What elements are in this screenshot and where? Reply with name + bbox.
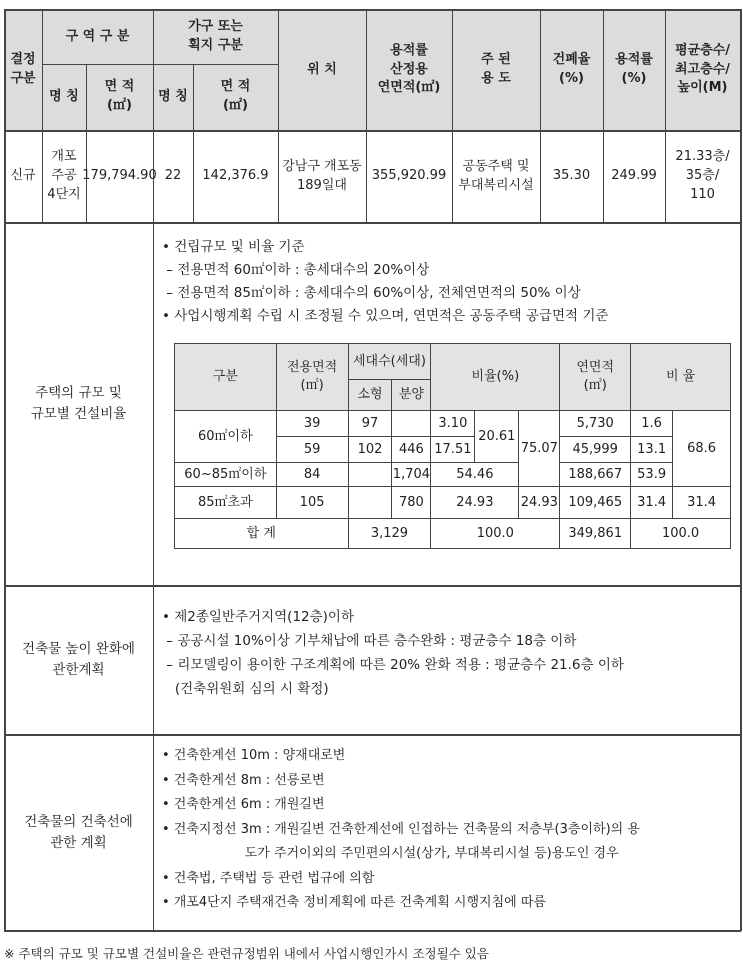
- cell-total-ratio2: 100.0: [631, 519, 731, 549]
- header-use: 주 된 용 도: [481, 52, 511, 86]
- cell-g-p3: 75.07: [519, 411, 560, 487]
- row-location: 강남구 개포동 189일대: [282, 158, 362, 193]
- cell-r4-floor: 109,465: [560, 487, 631, 519]
- footnote: ※ 주택의 규모 및 규모별 건설비율은 관련규정범위 내에서 사업시행인가시 조정될수 있음: [4, 946, 489, 961]
- height-line-1: • 제2종일반주거지역(12층)이하: [162, 609, 355, 625]
- row-use: 공동주택 및 부대복리시설: [458, 158, 534, 193]
- header-block-name: 명 칭: [158, 88, 188, 104]
- header-zone: 구 역 구 분: [65, 28, 130, 44]
- th-gubun: 구분: [175, 344, 277, 411]
- row-block-name: 22: [164, 168, 182, 184]
- housing-bullets: [162, 236, 608, 328]
- housing-bullet-1: • 건립규모 및 비율 기준: [162, 239, 305, 255]
- housing-bullet-2: – 전용면적 60㎡이하 : 총세대수의 20%이상: [162, 262, 430, 278]
- row-far-area: 355,920.99: [371, 168, 447, 184]
- th-floor-area: 연면적 (㎡): [560, 344, 631, 411]
- cell-r1-area: 39: [276, 411, 348, 437]
- cell-r2-q1: 13.1: [631, 437, 673, 463]
- cell-r2-floor: 45,999: [560, 437, 631, 463]
- cell-r1-p1: 3.10: [431, 411, 475, 437]
- cell-r4-p: 24.93: [431, 487, 519, 519]
- height-line-4: (건축위원회 심의 시 확정): [162, 681, 329, 697]
- cell-r4-q1: 31.4: [631, 487, 673, 519]
- cell-r4-gubun: 85㎡초과: [175, 487, 277, 519]
- th-small: 소형: [348, 380, 392, 411]
- row-block-area: 142,376.9: [202, 168, 269, 184]
- cell-g60: 60㎡이하: [175, 411, 277, 463]
- header-zone-area: 면 적 (㎡): [104, 79, 135, 113]
- building-line-7: • 개포4단지 주택재건축 정비계획에 따른 건축계획 시행지침에 따름: [162, 895, 546, 910]
- cell-r1-q1: 1.6: [631, 411, 673, 437]
- cell-r1-floor: 5,730: [560, 411, 631, 437]
- cell-r3-sale: 1,704: [392, 463, 431, 487]
- cell-r4-area: 105: [276, 487, 348, 519]
- cell-r3-gubun: 60~85㎡이하: [175, 463, 277, 487]
- row-bcr: 35.30: [552, 168, 591, 184]
- height-lines: [162, 605, 624, 701]
- cell-r3-p: 54.46: [431, 463, 519, 487]
- cell-r4-small: [348, 487, 392, 519]
- cell-g-q2: 68.6: [673, 411, 731, 487]
- row-decision: 신규: [10, 168, 36, 184]
- housing-label: 주택의 규모 및 규모별 건설비율: [30, 385, 127, 422]
- header-far-area: 용적률 산정용 연면적(㎡): [377, 42, 441, 96]
- housing-bullet-4: • 사업시행계획 수립 시 조정될 수 있으며, 연면적은 공동주택 공급면적 기준: [162, 308, 609, 324]
- building-line-6: • 건축법, 주택법 등 관련 법규에 의함: [162, 870, 375, 886]
- header-floors: 평균층수/ 최고층수/ 높이(M): [675, 42, 730, 96]
- th-sale: 분양: [392, 380, 431, 411]
- cell-r3-q1: 53.9: [631, 463, 673, 487]
- cell-total-ratio: 100.0: [431, 519, 560, 549]
- housing-ratio-table: [174, 343, 731, 549]
- building-line-lines: [162, 744, 640, 916]
- header-block: 가구 또는 획지 구분: [188, 19, 243, 53]
- cell-r2-p1: 17.51: [431, 437, 475, 463]
- cell-r3-small: [348, 463, 392, 487]
- row-floors: 21.33층/ 35층/ 110: [675, 149, 730, 202]
- height-label: 건축물 높이 완화에 관한계획: [22, 641, 135, 678]
- header-decision: 결정 구분: [10, 52, 36, 86]
- header-bcr: 건폐율 (%): [552, 52, 591, 86]
- cell-r4-q2: 31.4: [673, 487, 731, 519]
- housing-bullet-3: – 전용면적 85㎡이하 : 총세대수의 60%이상, 전체연면적의 50% 이상: [162, 285, 581, 301]
- header-zone-name: 명 칭: [49, 88, 79, 104]
- cell-r1-sale: [392, 411, 431, 437]
- building-line-2: • 건축한계선 8m : 선릉로변: [162, 772, 325, 788]
- cell-r4-sale: 780: [392, 487, 431, 519]
- row-zone-name: 개포 주공 4단지: [47, 149, 81, 202]
- row-zone-area: 179,794.90: [82, 168, 157, 184]
- header-block-area: 면 적 (㎡): [220, 79, 251, 113]
- header-far: 용적률 (%): [615, 52, 653, 86]
- th-area: 전용면적 (㎡): [276, 344, 348, 411]
- row-far: 249.99: [611, 168, 657, 184]
- building-line-1: • 건축한계선 10m : 양재대로변: [162, 748, 346, 763]
- th-ratio2: 비 율: [631, 344, 731, 411]
- building-line-3: • 건축한계선 6m : 개원길변: [162, 797, 325, 812]
- cell-r2-small: 102: [348, 437, 392, 463]
- cell-r4-p3: 24.93: [519, 487, 560, 519]
- building-line-5: 도가 주거이외의 주민편의시설(상가, 부대복리시설 등)용도인 경우: [162, 846, 619, 861]
- building-line-4: • 건축지정선 3m : 개원길변 건축한계선에 인접하는 건축물의 저층부(3층이하)의 용: [162, 821, 640, 837]
- th-units: 세대수(세대): [348, 344, 431, 380]
- height-line-2: – 공공시설 10%이상 기부채납에 따른 층수완화 : 평균층수 18층 이하: [162, 633, 577, 649]
- cell-g60-p2: 20.61: [475, 411, 519, 463]
- cell-r3-floor: 188,667: [560, 463, 631, 487]
- cell-total-label: 합 계: [175, 519, 349, 549]
- cell-r2-sale: 446: [392, 437, 431, 463]
- height-line-3: – 리모델링이 용이한 구조계획에 따른 20% 완화 적용 : 평균층수 21.6층 이하: [162, 657, 624, 673]
- cell-total-floor: 349,861: [560, 519, 631, 549]
- cell-r1-small: 97: [348, 411, 392, 437]
- cell-r2-area: 59: [276, 437, 348, 463]
- building-line-label: 건축물의 건축선에 관한 계획: [24, 813, 133, 851]
- cell-r3-area: 84: [276, 463, 348, 487]
- cell-total-units: 3,129: [348, 519, 431, 549]
- th-ratio: 비율(%): [431, 344, 560, 411]
- header-location: 위 치: [307, 61, 337, 77]
